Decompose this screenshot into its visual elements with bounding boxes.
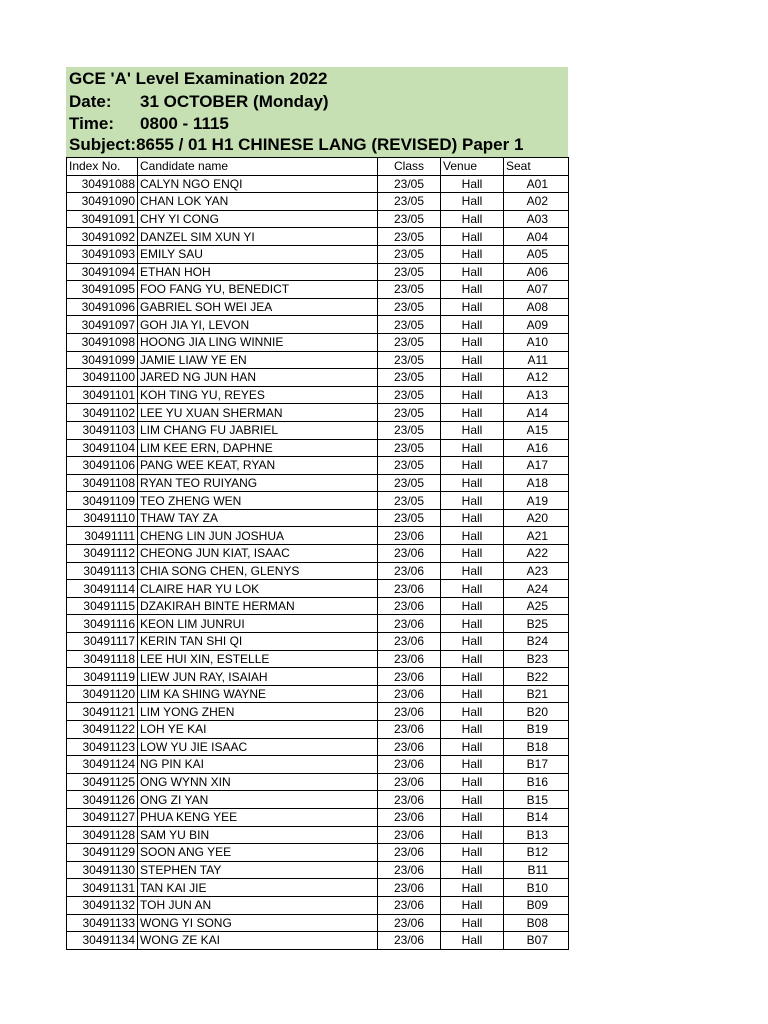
- cell-candidate-name: TAN KAI JIE: [138, 879, 378, 897]
- cell-venue: Hall: [441, 210, 504, 228]
- table-row: [67, 597, 569, 615]
- cell-class: 23/06: [378, 808, 441, 826]
- cell-seat: A09: [504, 316, 569, 334]
- cell-venue: Hall: [441, 527, 504, 545]
- cell-seat: B10: [504, 879, 569, 897]
- cell-seat: A10: [504, 333, 569, 351]
- cell-seat: B25: [504, 615, 569, 633]
- table-row: [67, 527, 569, 545]
- cell-seat: A14: [504, 404, 569, 422]
- cell-class: 23/06: [378, 668, 441, 686]
- cell-candidate-name: CALYN NGO ENQI: [138, 175, 378, 193]
- cell-candidate-name: SAM YU BIN: [138, 826, 378, 844]
- cell-class: 23/06: [378, 879, 441, 897]
- cell-venue: Hall: [441, 439, 504, 457]
- table-row: [67, 351, 569, 369]
- cell-venue: Hall: [441, 791, 504, 809]
- cell-index: 30491112: [67, 545, 138, 563]
- cell-index: 30491134: [67, 932, 138, 950]
- table-row: [67, 580, 569, 598]
- cell-candidate-name: WONG YI SONG: [138, 914, 378, 932]
- cell-venue: Hall: [441, 545, 504, 563]
- cell-candidate-name: KOH TING YU, REYES: [138, 386, 378, 404]
- cell-class: 23/06: [378, 756, 441, 774]
- cell-index: 30491114: [67, 580, 138, 598]
- cell-class: 23/06: [378, 650, 441, 668]
- cell-seat: A15: [504, 421, 569, 439]
- cell-class: 23/06: [378, 914, 441, 932]
- cell-candidate-name: ONG WYNN XIN: [138, 773, 378, 791]
- cell-seat: A11: [504, 351, 569, 369]
- cell-venue: Hall: [441, 333, 504, 351]
- cell-seat: B12: [504, 844, 569, 862]
- cell-seat: A23: [504, 562, 569, 580]
- table-row: [67, 826, 569, 844]
- cell-venue: Hall: [441, 175, 504, 193]
- column-header-seat: Seat: [504, 158, 569, 176]
- column-header-class: Class: [378, 158, 441, 176]
- cell-venue: Hall: [441, 633, 504, 651]
- cell-index: 30491119: [67, 668, 138, 686]
- table-row: [67, 914, 569, 932]
- cell-index: 30491109: [67, 492, 138, 510]
- table-row: [67, 738, 569, 756]
- date-value: 31 OCTOBER (Monday): [140, 92, 329, 111]
- cell-seat: B13: [504, 826, 569, 844]
- cell-class: 23/06: [378, 738, 441, 756]
- cell-seat: A16: [504, 439, 569, 457]
- table-row: [67, 668, 569, 686]
- table-row: [67, 263, 569, 281]
- cell-candidate-name: LOH YE KAI: [138, 721, 378, 739]
- cell-index: 30491110: [67, 509, 138, 527]
- cell-venue: Hall: [441, 316, 504, 334]
- table-row: [67, 474, 569, 492]
- table-row: [67, 633, 569, 651]
- cell-venue: Hall: [441, 721, 504, 739]
- cell-candidate-name: RYAN TEO RUIYANG: [138, 474, 378, 492]
- cell-seat: A21: [504, 527, 569, 545]
- cell-class: 23/05: [378, 263, 441, 281]
- cell-index: 30491125: [67, 773, 138, 791]
- cell-candidate-name: TOH JUN AN: [138, 896, 378, 914]
- exam-time: [69, 114, 229, 134]
- cell-index: 30491097: [67, 316, 138, 334]
- cell-class: 23/05: [378, 421, 441, 439]
- cell-index: 30491116: [67, 615, 138, 633]
- cell-venue: Hall: [441, 421, 504, 439]
- cell-index: 30491094: [67, 263, 138, 281]
- cell-candidate-name: ONG ZI YAN: [138, 791, 378, 809]
- table-row: [67, 175, 569, 193]
- table-row: [67, 844, 569, 862]
- cell-seat: A03: [504, 210, 569, 228]
- cell-seat: A06: [504, 263, 569, 281]
- cell-class: 23/06: [378, 826, 441, 844]
- cell-index: 30491124: [67, 756, 138, 774]
- cell-class: 23/05: [378, 193, 441, 211]
- cell-venue: Hall: [441, 773, 504, 791]
- cell-index: 30491118: [67, 650, 138, 668]
- cell-class: 23/06: [378, 615, 441, 633]
- cell-candidate-name: JAMIE LIAW YE EN: [138, 351, 378, 369]
- cell-index: 30491093: [67, 245, 138, 263]
- column-header-venue: Venue: [441, 158, 504, 176]
- cell-seat: B21: [504, 685, 569, 703]
- cell-index: 30491133: [67, 914, 138, 932]
- cell-venue: Hall: [441, 193, 504, 211]
- cell-candidate-name: PANG WEE KEAT, RYAN: [138, 457, 378, 475]
- cell-class: 23/06: [378, 844, 441, 862]
- table-row: [67, 228, 569, 246]
- cell-class: 23/05: [378, 298, 441, 316]
- cell-class: 23/06: [378, 580, 441, 598]
- cell-index: 30491103: [67, 421, 138, 439]
- cell-seat: B17: [504, 756, 569, 774]
- cell-candidate-name: WONG ZE KAI: [138, 932, 378, 950]
- cell-index: 30491126: [67, 791, 138, 809]
- cell-seat: A13: [504, 386, 569, 404]
- cell-seat: A05: [504, 245, 569, 263]
- cell-class: 23/06: [378, 527, 441, 545]
- cell-candidate-name: LIEW JUN RAY, ISAIAH: [138, 668, 378, 686]
- table-row: [67, 896, 569, 914]
- table-row: [67, 773, 569, 791]
- table-row: [67, 386, 569, 404]
- cell-candidate-name: LEE YU XUAN SHERMAN: [138, 404, 378, 422]
- cell-class: 23/05: [378, 369, 441, 387]
- table-row: [67, 808, 569, 826]
- cell-candidate-name: PHUA KENG YEE: [138, 808, 378, 826]
- cell-seat: A12: [504, 369, 569, 387]
- cell-candidate-name: CHAN LOK YAN: [138, 193, 378, 211]
- cell-venue: Hall: [441, 404, 504, 422]
- table-row: [67, 281, 569, 299]
- cell-venue: Hall: [441, 351, 504, 369]
- cell-seat: A22: [504, 545, 569, 563]
- cell-index: 30491117: [67, 633, 138, 651]
- cell-candidate-name: ETHAN HOH: [138, 263, 378, 281]
- cell-venue: Hall: [441, 668, 504, 686]
- cell-seat: B11: [504, 861, 569, 879]
- table-row: [67, 369, 569, 387]
- cell-seat: A18: [504, 474, 569, 492]
- cell-candidate-name: THAW TAY ZA: [138, 509, 378, 527]
- cell-index: 30491096: [67, 298, 138, 316]
- exam-subject: [69, 135, 523, 155]
- cell-venue: Hall: [441, 844, 504, 862]
- cell-index: 30491113: [67, 562, 138, 580]
- cell-class: 23/05: [378, 509, 441, 527]
- cell-venue: Hall: [441, 298, 504, 316]
- cell-candidate-name: NG PIN KAI: [138, 756, 378, 774]
- cell-venue: Hall: [441, 474, 504, 492]
- cell-candidate-name: KERIN TAN SHI QI: [138, 633, 378, 651]
- cell-class: 23/05: [378, 439, 441, 457]
- cell-class: 23/06: [378, 562, 441, 580]
- cell-class: 23/05: [378, 474, 441, 492]
- table-row: [67, 421, 569, 439]
- cell-index: 30491127: [67, 808, 138, 826]
- cell-candidate-name: GABRIEL SOH WEI JEA: [138, 298, 378, 316]
- time-value: 0800 - 1115: [140, 114, 229, 133]
- cell-venue: Hall: [441, 808, 504, 826]
- cell-index: 30491122: [67, 721, 138, 739]
- table-row: [67, 685, 569, 703]
- cell-index: 30491129: [67, 844, 138, 862]
- cell-venue: Hall: [441, 826, 504, 844]
- cell-candidate-name: LIM KEE ERN, DAPHNE: [138, 439, 378, 457]
- cell-index: 30491098: [67, 333, 138, 351]
- cell-index: 30491131: [67, 879, 138, 897]
- cell-venue: Hall: [441, 914, 504, 932]
- exam-sheet: [66, 67, 568, 950]
- table-row: [67, 404, 569, 422]
- cell-venue: Hall: [441, 896, 504, 914]
- cell-index: 30491108: [67, 474, 138, 492]
- cell-index: 30491130: [67, 861, 138, 879]
- cell-candidate-name: CLAIRE HAR YU LOK: [138, 580, 378, 598]
- cell-candidate-name: LIM YONG ZHEN: [138, 703, 378, 721]
- cell-seat: B14: [504, 808, 569, 826]
- cell-candidate-name: DZAKIRAH BINTE HERMAN: [138, 597, 378, 615]
- cell-venue: Hall: [441, 386, 504, 404]
- cell-venue: Hall: [441, 245, 504, 263]
- cell-seat: A17: [504, 457, 569, 475]
- cell-seat: A24: [504, 580, 569, 598]
- table-row: [67, 861, 569, 879]
- column-header-index: Index No.: [67, 158, 138, 176]
- cell-seat: A08: [504, 298, 569, 316]
- cell-candidate-name: LOW YU JIE ISAAC: [138, 738, 378, 756]
- cell-venue: Hall: [441, 580, 504, 598]
- cell-candidate-name: CHEONG JUN KIAT, ISAAC: [138, 545, 378, 563]
- cell-venue: Hall: [441, 615, 504, 633]
- cell-candidate-name: KEON LIM JUNRUI: [138, 615, 378, 633]
- cell-venue: Hall: [441, 756, 504, 774]
- cell-candidate-name: JARED NG JUN HAN: [138, 369, 378, 387]
- cell-seat: B19: [504, 721, 569, 739]
- cell-seat: B15: [504, 791, 569, 809]
- cell-class: 23/06: [378, 896, 441, 914]
- table-body: [67, 175, 569, 949]
- cell-index: 30491102: [67, 404, 138, 422]
- cell-venue: Hall: [441, 738, 504, 756]
- cell-class: 23/06: [378, 703, 441, 721]
- cell-candidate-name: CHIA SONG CHEN, GLENYS: [138, 562, 378, 580]
- cell-index: 30491111: [67, 527, 138, 545]
- cell-seat: B23: [504, 650, 569, 668]
- date-label: Date:: [69, 92, 112, 111]
- cell-venue: Hall: [441, 650, 504, 668]
- cell-candidate-name: LEE HUI XIN, ESTELLE: [138, 650, 378, 668]
- cell-index: 30491104: [67, 439, 138, 457]
- candidate-table: [66, 157, 569, 950]
- cell-seat: A07: [504, 281, 569, 299]
- table-row: [67, 298, 569, 316]
- cell-class: 23/05: [378, 210, 441, 228]
- cell-candidate-name: TEO ZHENG WEN: [138, 492, 378, 510]
- exam-title: GCE 'A' Level Examination 2022: [69, 69, 328, 88]
- cell-venue: Hall: [441, 457, 504, 475]
- cell-venue: Hall: [441, 685, 504, 703]
- cell-seat: B09: [504, 896, 569, 914]
- table-row: [67, 615, 569, 633]
- table-row: [67, 756, 569, 774]
- table-row: [67, 721, 569, 739]
- cell-venue: Hall: [441, 879, 504, 897]
- cell-candidate-name: SOON ANG YEE: [138, 844, 378, 862]
- cell-seat: A02: [504, 193, 569, 211]
- cell-venue: Hall: [441, 263, 504, 281]
- cell-seat: A25: [504, 597, 569, 615]
- cell-venue: Hall: [441, 281, 504, 299]
- cell-index: 30491123: [67, 738, 138, 756]
- cell-index: 30491115: [67, 597, 138, 615]
- cell-index: 30491121: [67, 703, 138, 721]
- table-row: [67, 333, 569, 351]
- cell-class: 23/06: [378, 791, 441, 809]
- table-row: [67, 492, 569, 510]
- cell-index: 30491132: [67, 896, 138, 914]
- table-row: [67, 439, 569, 457]
- cell-venue: Hall: [441, 492, 504, 510]
- cell-seat: B24: [504, 633, 569, 651]
- cell-class: 23/06: [378, 545, 441, 563]
- column-header-name: Candidate name: [138, 158, 378, 176]
- cell-seat: B16: [504, 773, 569, 791]
- cell-candidate-name: CHENG LIN JUN JOSHUA: [138, 527, 378, 545]
- cell-candidate-name: EMILY SAU: [138, 245, 378, 263]
- cell-candidate-name: GOH JIA YI, LEVON: [138, 316, 378, 334]
- cell-candidate-name: LIM CHANG FU JABRIEL: [138, 421, 378, 439]
- table-row: [67, 545, 569, 563]
- table-header-row: [67, 158, 569, 176]
- cell-class: 23/06: [378, 773, 441, 791]
- cell-class: 23/06: [378, 597, 441, 615]
- table-row: [67, 932, 569, 950]
- subject-value: 8655 / 01 H1 CHINESE LANG (REVISED) Paper 1: [136, 135, 524, 154]
- cell-venue: Hall: [441, 861, 504, 879]
- cell-index: 30491088: [67, 175, 138, 193]
- cell-index: 30491120: [67, 685, 138, 703]
- cell-index: 30491092: [67, 228, 138, 246]
- cell-seat: B20: [504, 703, 569, 721]
- cell-candidate-name: FOO FANG YU, BENEDICT: [138, 281, 378, 299]
- cell-class: 23/05: [378, 386, 441, 404]
- cell-seat: A01: [504, 175, 569, 193]
- subject-label: Subject:: [69, 135, 137, 154]
- exam-header: [66, 67, 568, 157]
- cell-index: 30491095: [67, 281, 138, 299]
- exam-date: [69, 92, 329, 112]
- cell-class: 23/06: [378, 932, 441, 950]
- cell-class: 23/05: [378, 316, 441, 334]
- cell-index: 30491100: [67, 369, 138, 387]
- table-row: [67, 210, 569, 228]
- cell-seat: B08: [504, 914, 569, 932]
- cell-venue: Hall: [441, 228, 504, 246]
- cell-class: 23/05: [378, 351, 441, 369]
- cell-venue: Hall: [441, 369, 504, 387]
- cell-candidate-name: CHY YI CONG: [138, 210, 378, 228]
- cell-venue: Hall: [441, 562, 504, 580]
- cell-index: 30491106: [67, 457, 138, 475]
- cell-class: 23/05: [378, 333, 441, 351]
- cell-index: 30491091: [67, 210, 138, 228]
- cell-class: 23/06: [378, 633, 441, 651]
- cell-class: 23/06: [378, 861, 441, 879]
- cell-index: 30491101: [67, 386, 138, 404]
- table-row: [67, 791, 569, 809]
- cell-class: 23/05: [378, 404, 441, 422]
- cell-candidate-name: DANZEL SIM XUN YI: [138, 228, 378, 246]
- cell-candidate-name: STEPHEN TAY: [138, 861, 378, 879]
- cell-index: 30491090: [67, 193, 138, 211]
- cell-venue: Hall: [441, 509, 504, 527]
- cell-seat: B07: [504, 932, 569, 950]
- cell-class: 23/05: [378, 281, 441, 299]
- cell-index: 30491099: [67, 351, 138, 369]
- table-row: [67, 316, 569, 334]
- cell-venue: Hall: [441, 932, 504, 950]
- cell-seat: A20: [504, 509, 569, 527]
- cell-class: 23/06: [378, 685, 441, 703]
- table-row: [67, 193, 569, 211]
- cell-candidate-name: LIM KA SHING WAYNE: [138, 685, 378, 703]
- cell-candidate-name: HOONG JIA LING WINNIE: [138, 333, 378, 351]
- cell-class: 23/05: [378, 492, 441, 510]
- table-row: [67, 562, 569, 580]
- table-row: [67, 509, 569, 527]
- cell-seat: B22: [504, 668, 569, 686]
- cell-seat: A19: [504, 492, 569, 510]
- cell-seat: B18: [504, 738, 569, 756]
- table-row: [67, 245, 569, 263]
- time-label: Time:: [69, 114, 115, 133]
- cell-class: 23/06: [378, 721, 441, 739]
- table-row: [67, 879, 569, 897]
- cell-venue: Hall: [441, 703, 504, 721]
- cell-index: 30491128: [67, 826, 138, 844]
- cell-venue: Hall: [441, 597, 504, 615]
- table-row: [67, 650, 569, 668]
- cell-seat: A04: [504, 228, 569, 246]
- cell-class: 23/05: [378, 175, 441, 193]
- table-row: [67, 457, 569, 475]
- cell-class: 23/05: [378, 228, 441, 246]
- cell-class: 23/05: [378, 245, 441, 263]
- cell-class: 23/05: [378, 457, 441, 475]
- table-row: [67, 703, 569, 721]
